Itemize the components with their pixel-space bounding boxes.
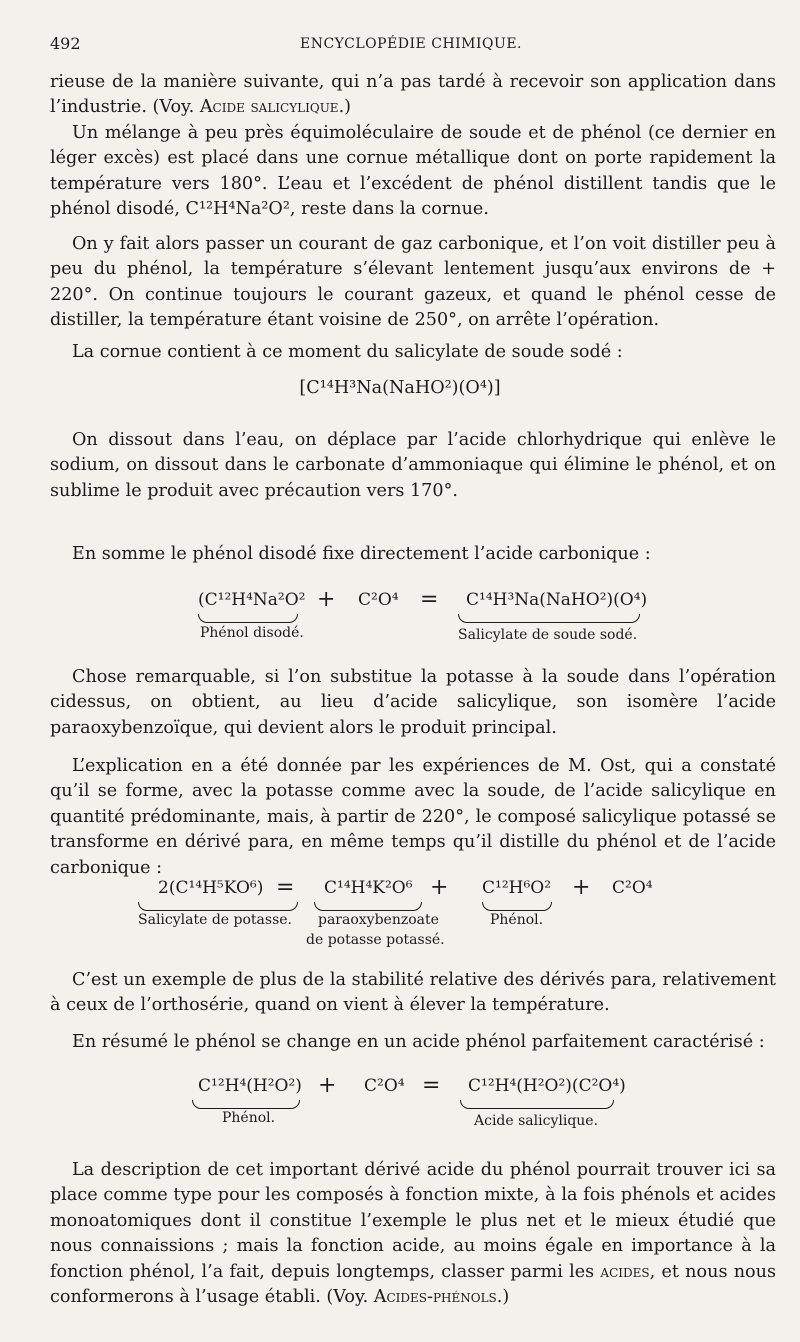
product-salicylate-sode: C¹⁴H³Na(NaHO²)(O⁴) bbox=[466, 590, 648, 610]
product-phenol: C¹²H⁶O² bbox=[482, 878, 552, 898]
paragraph-stabilite: C’est un exemple de plus de la stabilité relative des dérivés para, relativement à ceux de l’orthosérie, quand on vient à élever la température. bbox=[50, 970, 776, 1016]
label-salicylate-potasse: Salicylate de potasse. bbox=[138, 912, 292, 928]
label-phenol-disode: Phénol disodé. bbox=[200, 625, 304, 641]
label-potasse-potasse: de potasse potassé. bbox=[306, 932, 445, 948]
paragraph-resume: En résumé le phénol se change en un acide phénol parfaitement caractérisé : bbox=[72, 1032, 765, 1052]
cross-reference: Acide salicylique bbox=[199, 97, 339, 118]
paragraph-dissolution: On dissout dans l’eau, on déplace par l’acide chlorhydrique qui enlève le sodium, on dissout dans le carbonate d’ammoniaque qui élimine le phénol, et on sublime le produit avec précaution vers 170°. bbox=[50, 430, 776, 501]
plus-sign: + bbox=[317, 587, 336, 612]
plus-sign: + bbox=[430, 875, 449, 900]
equals-sign: = bbox=[420, 587, 439, 612]
paragraph-en-somme: En somme le phénol disodé fixe directement l’acide carbonique : bbox=[72, 544, 651, 564]
underbrace bbox=[192, 1100, 300, 1109]
equation-acide-salicylique bbox=[0, 1073, 800, 1146]
reactant-salicylate-potasse: 2(C¹⁴H⁵KO⁶) bbox=[158, 878, 264, 898]
equation-phenol-disode bbox=[0, 587, 800, 660]
label-acide-salicylique: Acide salicylique. bbox=[474, 1113, 599, 1129]
running-title: ENCYCLOPÉDIE CHIMIQUE. bbox=[300, 36, 522, 52]
formula-salicylate-sode: [C¹⁴H³Na(NaHO²)(O⁴)] bbox=[299, 378, 501, 398]
page-header bbox=[50, 34, 772, 58]
underbrace bbox=[198, 614, 298, 623]
equals-sign: = bbox=[276, 875, 295, 900]
label-phenol: Phénol. bbox=[490, 912, 544, 928]
label-phenol: Phénol. bbox=[222, 1110, 276, 1126]
product-acide-salicylique: C¹²H⁴(H²O²)(C²O⁴) bbox=[468, 1076, 626, 1096]
underbrace bbox=[482, 902, 552, 911]
reactant-phenol-disode: (C¹²H⁴Na²O² bbox=[198, 590, 306, 610]
plus-sign: + bbox=[572, 875, 591, 900]
label-paraoxybenzoate: paraoxybenzoate bbox=[318, 912, 439, 928]
equation-salicylate-potasse bbox=[0, 875, 800, 948]
product-paraoxybenzoate: C¹⁴H⁴K²O⁶ bbox=[324, 878, 413, 898]
plus-sign: + bbox=[318, 1073, 337, 1098]
underbrace bbox=[460, 1100, 614, 1109]
underbrace bbox=[138, 902, 298, 911]
cross-reference-acides: acides bbox=[600, 1261, 650, 1282]
page-number: 492 bbox=[50, 34, 81, 53]
underbrace bbox=[314, 902, 422, 911]
label-salicylate-sode: Salicylate de soude sodé. bbox=[458, 627, 638, 643]
paragraph-preparation: Un mélange à peu près équimoléculaire de soude et de phénol (ce dernier en léger excès) est placé dans une cornue métallique dont on porte rapidement la température vers 180°. L’eau et l’excédent de phénol distillent tandis que le phénol disodé, C¹²H⁴Na²O², reste dans la cornue. bbox=[50, 123, 776, 220]
paragraph-potasse: Chose remarquable, si l’on substitue la potasse à la soude dans l’opération cidessus, on obtient, au lieu d’acide salicylique, son isomère l’acide paraoxybenzoïque, qui devient alors le produit principal. bbox=[50, 667, 776, 738]
reactant-co2: C²O⁴ bbox=[364, 1076, 405, 1096]
reactant-phenol: C¹²H⁴(H²O²) bbox=[198, 1076, 302, 1096]
cross-reference-acides-phenols: Acides-phénols bbox=[373, 1287, 497, 1308]
paragraph-description: La description de cet important dérivé acide du phénol pourrait trouver ici sa place comme type pour les composés à fonction mixte, à la fois phénols et acides monoatomiques dont il constitue l’exemple le plus net et le mieux étudié que nous connaissions ; mais la fonction acide, au moins égale en importance à la fonction phénol, l’a fait, depuis longtemps, classer parmi les acides, et nous nous conformerons à l’usage établi. (Voy. Acides-phénols.) bbox=[50, 1160, 776, 1308]
product-co2: C²O⁴ bbox=[612, 878, 653, 898]
paragraph-intro: rieuse de la manière suivante, qui n’a pas tardé à recevoir son application dans l’industrie. (Voy. Acide salicylique.) bbox=[50, 72, 776, 118]
underbrace bbox=[458, 614, 640, 623]
equals-sign: = bbox=[422, 1073, 441, 1098]
paragraph-cornue: La cornue contient à ce moment du salicylate de soude sodé : bbox=[72, 342, 623, 362]
reactant-co2: C²O⁴ bbox=[358, 590, 399, 610]
paragraph-ost: L’explication en a été donnée par les expériences de M. Ost, qui a constaté qu’il se forme, avec la potasse comme avec la soude, de l’acide salicylique en quantité prédominante, mais, à partir de 220°, le composé salicylique potassé se transforme en dérivé para, en même temps qu’il distille du phénol et de l’acide carbonique : bbox=[50, 756, 776, 878]
paragraph-carbonic-gas: On y fait alors passer un courant de gaz carbonique, et l’on voit distiller peu à peu du phénol, la température s’élevant lentement jusqu’aux environs de + 220°. On continue toujours le courant gazeux, et quand le phénol cesse de distiller, la température étant voisine de 250°, on arrête l’opération. bbox=[50, 234, 776, 331]
